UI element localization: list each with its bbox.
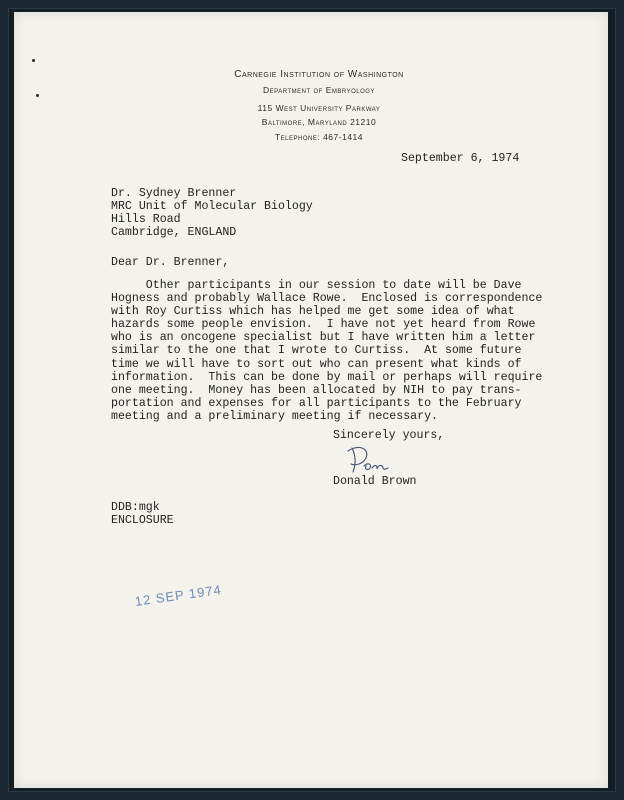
- recipient-address: [111, 187, 313, 239]
- body-line: one meeting. Money has been allocated by NIH to pay trans-: [111, 383, 522, 397]
- body-line: meeting and a preliminary meeting if necessary.: [111, 409, 438, 423]
- closing: Sincerely yours,: [333, 429, 445, 442]
- salutation: Dear Dr. Brenner,: [111, 256, 230, 269]
- letterhead-street: 115 West University Parkway: [257, 103, 381, 113]
- letterhead-city: Baltimore, Maryland 21210: [261, 117, 377, 127]
- letterhead-telephone: Telephone: 467-1414: [274, 132, 363, 142]
- letterhead-department: Department of Embryology: [263, 85, 375, 95]
- letter-body: [111, 279, 542, 423]
- letterhead-institution: Carnegie Institution of Washington: [234, 69, 404, 80]
- body-line: information. This can be done by mail or perhaps will require: [111, 370, 543, 384]
- body-line: similar to the one that I wrote to Curtiss. At some future: [111, 344, 522, 358]
- recipient-street: Hills Road: [111, 213, 181, 227]
- body-line: hazards some people envision. I have not yet heard from Rowe: [111, 318, 536, 332]
- signer-name: Donald Brown: [333, 475, 417, 488]
- punch-hole: [32, 59, 35, 62]
- signature: [344, 442, 390, 476]
- letter-date: September 6, 1974: [401, 152, 520, 165]
- reference-block: [111, 501, 174, 527]
- body-line: Other participants in our session to date will be Dave: [111, 279, 522, 292]
- body-line: who is an oncogene specialist but I have written him a letter: [111, 331, 536, 345]
- recipient-org: MRC Unit of Molecular Biology: [111, 200, 313, 214]
- punch-hole: [36, 94, 39, 97]
- received-date-stamp: 12 SEP 1974: [133, 581, 223, 609]
- reference-initials: DDB:mgk: [111, 501, 160, 514]
- recipient-city: Cambridge, ENGLAND: [111, 226, 237, 240]
- enclosure-note: ENCLOSURE: [111, 514, 174, 528]
- recipient-name: Dr. Sydney Brenner: [111, 187, 237, 200]
- letter-page: [14, 12, 608, 788]
- body-line: with Roy Curtiss which has helped me get some idea of what: [111, 305, 515, 319]
- body-line: time we will have to sort out who can present what kinds of: [111, 357, 522, 371]
- body-line: portation and expenses for all participants to the February: [111, 396, 522, 410]
- body-line: Hogness and probably Wallace Rowe. Enclosed is correspondence: [111, 292, 543, 306]
